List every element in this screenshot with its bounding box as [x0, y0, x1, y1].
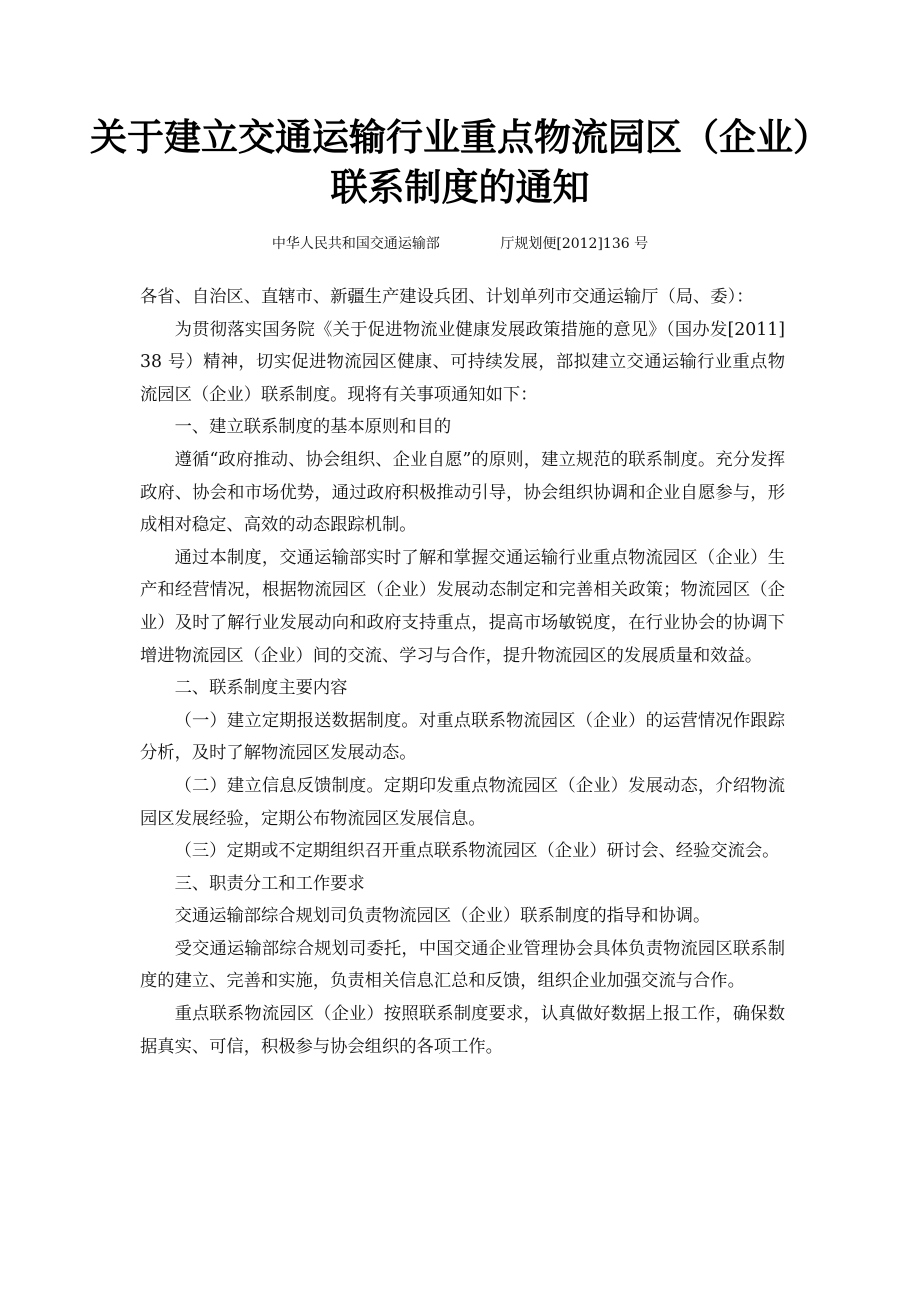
paragraph: （一）建立定期报送数据制度。对重点联系物流园区（企业）的运营情况作跟踪分析，及时了解物流园区发展动态。: [140, 710, 785, 764]
document-meta: [0, 234, 920, 254]
paragraph: （二）建立信息反馈制度。定期印发重点物流园区（企业）发展动态，介绍物流园区发展经验，定期公布物流园区发展信息。: [140, 775, 785, 829]
issuer: 中华人民共和国交通运输部: [271, 236, 440, 252]
paragraph: 为贯彻落实国务院《关于促进物流业健康发展政策措施的意见》（国办发[2011] 38 号）精神，切实促进物流园区健康、可持续发展，部拟建立交通运输行业重点物流园区（企业）联系制度。现将有关事项通知如下：: [140, 319, 785, 405]
document-title-line-2: 联系制度的通知: [330, 165, 590, 209]
document-body: [140, 281, 785, 1063]
salutation: 各省、自治区、直辖市、新疆生产建设兵团、计划单列市交通运输厅（局、委）：: [140, 287, 754, 307]
document-number: 厅规划便[2012]136 号: [500, 236, 649, 252]
paragraph: 通过本制度，交通运输部实时了解和掌握交通运输行业重点物流园区（企业）生产和经营情况，根据物流园区（企业）发展动态制定和完善相关政策；物流园区（企业）及时了解行业发展动向和政府支持重点，提高市场敏锐度，在行业协会的协调下增进物流园区（企业）间的交流、学习与合作，提升物流园区的发展质量和效益。: [140, 547, 785, 666]
section-heading: 一、建立联系制度的基本原则和目的: [174, 417, 452, 438]
paragraph: 重点联系物流园区（企业）按照联系制度要求，认真做好数据上报工作，确保数据真实、可信，积极参与协会组织的各项工作。: [140, 1004, 785, 1057]
section-heading: 二、联系制度主要内容: [174, 678, 348, 699]
document-title-line-1: 关于建立交通运输行业重点物流园区（企业）: [90, 115, 830, 159]
paragraph: 遵循“政府推动、协会组织、企业自愿”的原则，建立规范的联系制度。充分发挥政府、协会和市场优势，通过政府积极推动引导，协会组织协调和企业自愿参与，形成相对稳定、高效的动态跟踪机制。: [140, 449, 785, 536]
paragraph: 受交通运输部综合规划司委托，中国交通企业管理协会具体负责物流园区联系制度的建立、完善和实施，负责相关信息汇总和反馈，组织企业加强交流与合作。: [140, 938, 785, 992]
section-heading: 三、职责分工和工作要求: [174, 873, 365, 894]
paragraph: 交通运输部综合规划司负责物流园区（企业）联系制度的指导和协调。: [174, 906, 711, 927]
paragraph: （三）定期或不定期组织召开重点联系物流园区（企业）研讨会、经验交流会。: [174, 841, 780, 862]
